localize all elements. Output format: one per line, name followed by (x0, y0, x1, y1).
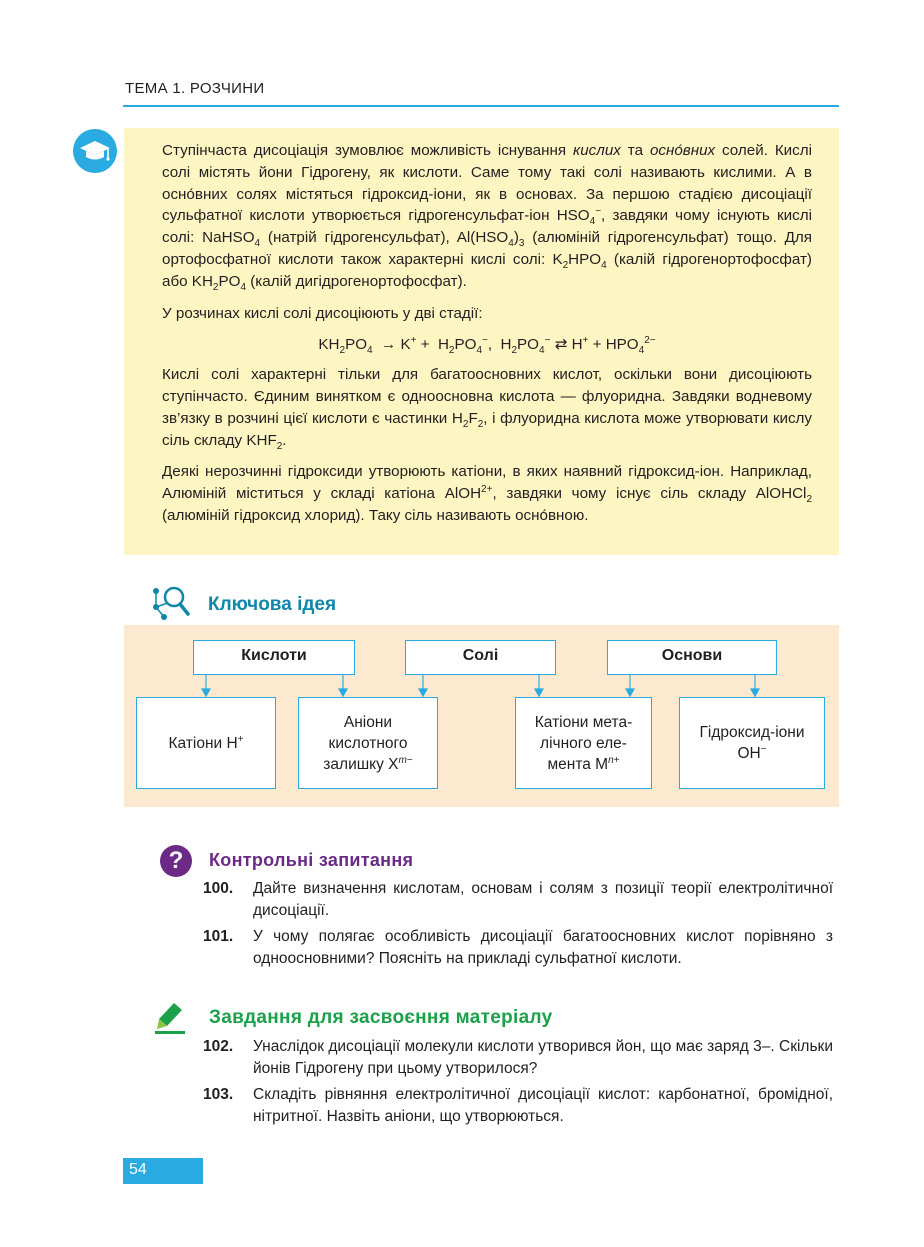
box-hydrogen-cations: Катіони H+ (136, 697, 276, 789)
key-idea-heading: Ключова ідея (208, 594, 337, 615)
question-number: 101. (203, 928, 234, 945)
dissociation-equation: $KH_2PO_4 \to K^+ + H_2PO_4^-$, $H_2PO_4^-$ ⇄ $H^+ + HPO_4^{2-}$ (318, 335, 656, 357)
questions-heading: Контрольні запитання (209, 850, 414, 870)
page-number: 54 (129, 1161, 147, 1178)
key-idea-diagram (124, 625, 839, 807)
note-paragraph-3: Кислі солі характерні тільки для багатоосновних кислот, оскільки вони дисоціюють ступінчасто. Єдиним винятком є одноосновна кислота — флуоридна. Завдяки водневому зв’язку в розчині цієї кислоти є частинки $H_2F_2$, і флуоридна кислота може утворювати кислу сіль складу $KHF_2$. (162, 366, 813, 452)
box-hydroxide-ions: Гідроксид-іони OH− (679, 697, 825, 789)
tasks-heading: Завдання для засвоєння матеріалу (209, 1007, 553, 1028)
question-number: 100. (203, 880, 234, 897)
pencil-writing-icon (152, 1000, 188, 1036)
question-text: Дайте визначення кислотам, основам і солям з позиції теорії електролітичної дисоціації. (253, 880, 833, 919)
task-number: 102. (203, 1038, 234, 1055)
chapter-title: ТЕМА 1. РОЗЧИНИ (125, 80, 265, 97)
category-acids: Кислоти (193, 640, 355, 675)
question-text: У чому полягає особливість дисоціації багатоосновних кислот порівняно з одноосновними? Поясніть на прикладі сульфатної кислоти. (253, 928, 833, 967)
box-acid-residue-anions: Аніони кислотного залишку $X^{m-}$ (298, 697, 438, 789)
question-item (203, 926, 833, 970)
magnifier-molecule-icon (150, 583, 194, 623)
box-metal-cations: Катіони мета- лічного еле- мента $M^{n+}$ (515, 697, 652, 789)
task-text: Унаслідок дисоціації молекули кислоти утворився йон, що має заряд 3–. Скільки йонів Гідрогену при цьому утворилося? (253, 1038, 833, 1077)
task-item (203, 1084, 833, 1128)
note-paragraph-2: У розчинах кислі солі дисоціюють у дві стадії: (162, 304, 483, 322)
category-bases: Основи (607, 640, 777, 675)
note-paragraph-4: Деякі нерозчинні гідроксиди утворюють катіони, в яких наявний гідроксид-іон. Наприклад, Алюміній міститься у складі катіона AlOH$^{2+}$, завдяки чому існує сіль складу AlOHCl$_2$ (алюміній гідроксид хлорид). Таку сіль називають осно́вною. (162, 463, 812, 524)
task-text: Складіть рівняння електролітичної дисоціації кислот: карбонатної, бромідної, нітритної. Назвіть аніони, що утворюються. (253, 1086, 833, 1125)
graduation-cap-icon (73, 129, 117, 173)
task-number: 103. (203, 1086, 234, 1103)
note-text (162, 140, 812, 537)
task-item (203, 1036, 833, 1080)
question-mark-icon: ? (160, 845, 192, 877)
category-salts: Солі (405, 640, 556, 675)
tasks-list (203, 1036, 833, 1132)
note-paragraph-1: Ступінчаста дисоціація зумовлює можливість існування кислих та осно́вних солей. Кислі солі містять йони Гідрогену, як кислоти. Саме тому такі солі називають кислими. А в осно́вних солях містяться гідроксид-іони, як в основах. За першою стадією дисоціації сульфатної кислоти утворюється гідрогенсульфат-іон $HSO_4^-$, завдяки чому існують кислі солі: NaHSO$_4$ (натрій гідрогенсульфат), $Al(HSO_4)_3$ (алюміній гідрогенсульфат) тощо. Для ортофосфатної кислоти також характерні кислі солі: $K_2HPO_4$ (калій гідрогенортофосфат) або $KH_2PO_4$ (калій дигідрогенортофосфат). (162, 142, 813, 293)
question-item (203, 878, 833, 922)
header-divider (123, 105, 839, 107)
questions-list (203, 878, 833, 974)
